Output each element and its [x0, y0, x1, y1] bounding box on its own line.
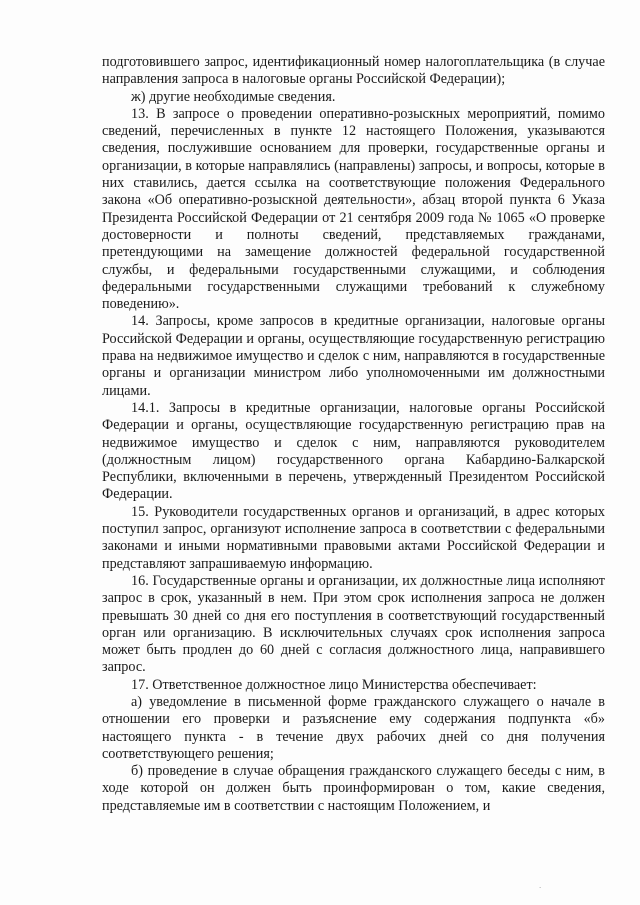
paragraph-17-a: а) уведомление в письменной форме гражданского служащего о начале в отношении его проверки и разъяснение ему содержания подпункта «б» настоящего пункта - в течение двух рабочих дней со дня получения соответствующего решения; [102, 693, 605, 762]
paragraph-17: 17. Ответственное должностное лицо Министерства обеспечивает: [131, 676, 537, 693]
paragraph-16: 16. Государственные органы и организации, их должностные лица исполняют запрос в срок, указанный в нем. При этом срок исполнения запроса не должен превышать 30 дней со дня его поступления в соответствующий государственный орган или организацию. В исключительных случаях срок исполнения запроса может быть продлен до 60 дней с согласия должностного лица, направившего запрос. [102, 572, 605, 676]
paragraph-13: 13. В запросе о проведении оперативно-розыскных мероприятий, помимо сведений, перечисленных в пункте 12 настоящего Положения, указываются сведения, послужившие основанием для проверки, государственные органы и организации, в которые направлялись (направлены) запросы, и вопросы, которые в них ставились, дается ссылка на соответствующие положения Федерального закона «Об оперативно-розыскной деятельности», абзац второй пункта 6 Указа Президента Российской Федерации от 21 сентября 2009 года № 1065 «О проверке достоверности и полноты сведений, представляемых гражданами, претендующими на замещение должностей федеральной государственной службы, и федеральными государственными служащими, и соблюдения федеральными государственными служащими требований к служебному поведению». [102, 105, 605, 313]
paragraph-14-1: 14.1. Запросы в кредитные организации, налоговые органы Российской Федерации и органы, осуществляющие государственную регистрацию прав на недвижимое имущество и сделок с ним, направляются руководителем (должностным лицом) государственного органа Кабардино-Балкарской Республики, включенными в перечень, утвержденный Президентом Российской Федерации. [102, 399, 605, 503]
corner-mark: · [539, 884, 542, 892]
paragraph-continuation: подготовившего запрос, идентификационный номер налогоплательщика (в случае направления запроса в налоговые органы Российской Федерации); [102, 54, 605, 88]
paragraph-14: 14. Запросы, кроме запросов в кредитные организации, налоговые органы Российской Федерации и органы, осуществляющие государственную регистрацию права на недвижимое имущество и сделок с ним, направляются в государственные органы и организации министром либо уполномоченными им должностными лицами. [102, 313, 605, 399]
document-body [102, 54, 605, 815]
paragraph-subitem-zh: ж) другие необходимые сведения. [131, 88, 336, 105]
paragraph-15: 15. Руководители государственных органов и организаций, в адрес которых поступил запрос, организуют исполнение запроса в соответствии с федеральными законами и иными нормативными правовыми актами Российской Федерации и представляют запрашиваемую информацию. [102, 503, 605, 572]
paragraph-17-b: б) проведение в случае обращения гражданского служащего беседы с ним, в ходе которой он должен быть проинформирован о том, какие сведения, представляемые им в соответствии с настоящим Положением, и [102, 763, 605, 814]
